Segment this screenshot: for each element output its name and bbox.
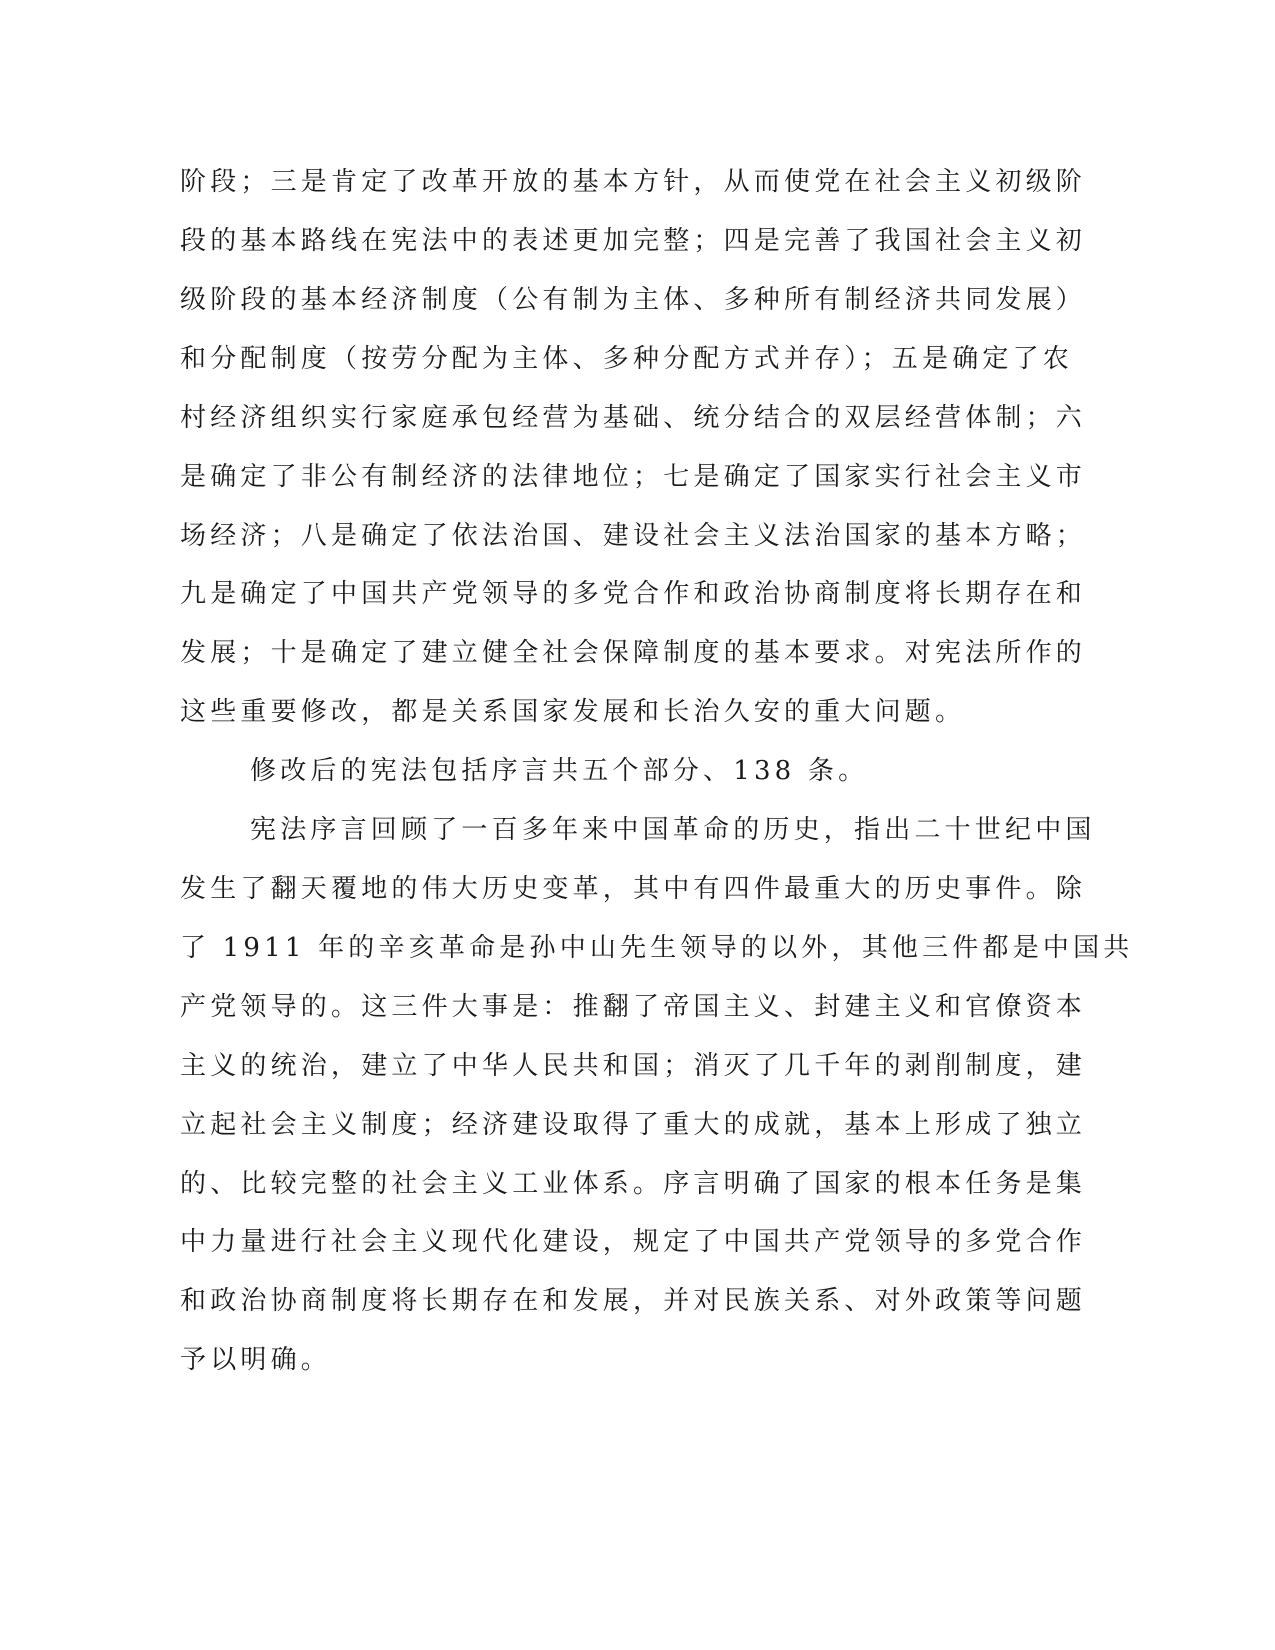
text-line: 修改后的宪法包括序言共五个部分、138 条。: [250, 756, 869, 786]
text-line: 主义的统治，建立了中华人民共和国；消灭了几千年的剥削制度，建: [180, 1051, 1087, 1081]
text-line: 立起社会主义制度；经济建设取得了重大的成就，基本上形成了独立: [180, 1110, 1087, 1140]
text-line: 阶段；三是肯定了改革开放的基本方针，从而使党在社会主义初级阶: [180, 167, 1087, 197]
text-line: 是确定了非公有制经济的法律地位；七是确定了国家实行社会主义市: [180, 462, 1087, 492]
text-line: 予以明确。: [180, 1345, 332, 1375]
text-line: 九是确定了中国共产党领导的多党合作和政治协商制度将长期存在和: [180, 579, 1087, 609]
text-line: 发展；十是确定了建立健全社会保障制度的基本要求。对宪法所作的: [180, 638, 1087, 668]
text-line: 和分配制度（按劳分配为主体、多种分配方式并存）；五是确定了农: [180, 344, 1074, 374]
text-line: 发生了翻天覆地的伟大历史变革，其中有四件最重大的历史事件。除: [180, 874, 1087, 904]
text-line: 这些重要修改，都是关系国家发展和长治久安的重大问题。: [180, 697, 966, 727]
text-line: 和政治协商制度将长期存在和发展，并对民族关系、对外政策等问题: [180, 1286, 1087, 1316]
text-line: 段的基本路线在宪法中的表述更加完整；四是完善了我国社会主义初: [180, 226, 1087, 256]
text-line: 宪法序言回顾了一百多年来中国革命的历史，指出二十世纪中国: [250, 815, 1096, 845]
text-line: 了 1911 年的辛亥革命是孙中山先生领导的以外，其他三件都是中国共: [180, 933, 1134, 963]
text-line: 村经济组织实行家庭承包经营为基础、统分结合的双层经营体制；六: [180, 403, 1087, 433]
text-line: 场经济；八是确定了依法治国、建设社会主义法治国家的基本方略；: [180, 521, 1087, 551]
text-line: 级阶段的基本经济制度（公有制为主体、多种所有制经济共同发展）: [180, 285, 1087, 315]
text-line: 产党领导的。这三件大事是：推翻了帝国主义、封建主义和官僚资本: [180, 992, 1087, 1022]
text-line: 的、比较完整的社会主义工业体系。序言明确了国家的根本任务是集: [180, 1169, 1087, 1199]
text-line: 中力量进行社会主义现代化建设，规定了中国共产党领导的多党合作: [180, 1227, 1087, 1257]
